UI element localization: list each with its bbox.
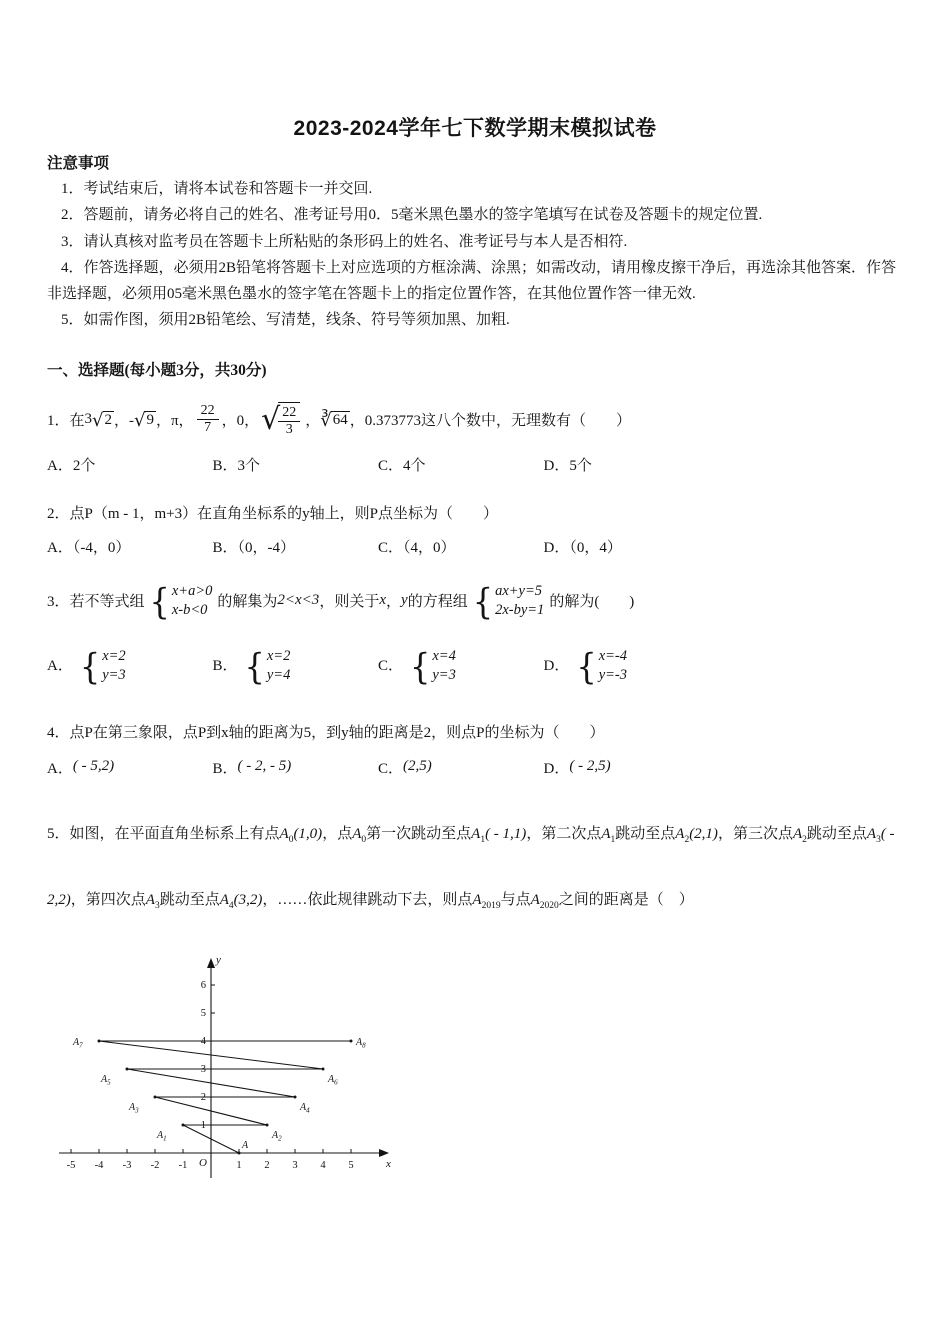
q4-option-b: B．( - 2, - 5) — [212, 758, 292, 778]
question-3-stem — [47, 571, 903, 631]
q1-radicand-2: 9 — [146, 411, 154, 428]
q1-coefficient: 3 — [84, 411, 93, 428]
brace: { — [410, 644, 431, 687]
q2-option-a: A．（-4，0） — [47, 539, 131, 556]
notice-item-2: 2．答题前，请务必将自己的姓名、准考证号用0．5毫米黑色墨水的签字笔填写在试卷及答题卡的规定位置. — [61, 207, 763, 224]
y-axis-arrow-icon — [207, 958, 215, 968]
question-5-stem: 5．如图，在平面直角坐标系上有点$A_0(1,0)$，点$A_0$第一次跳动至点$A_1( - 1,1)$，第二次点$A_1$跳动至点$A_2(2,1)$，第三次点$A_2$跳动至点$A_3( - 2,2)$，第四次点$A_3$跳动至点$A_4(3,2)$，……依此规律跳动下去，则点$A_{2019}$与点$A_{2020}$之间的距离是（ ） — [47, 826, 895, 912]
q1-option-c: C．4个 — [378, 457, 426, 474]
q3-option-d: D． { x=-4 y=-3 — [543, 644, 628, 687]
cube-root-icon: ∛ — [320, 409, 332, 431]
section-header: 一、选择题(每小题3分，共30分) — [47, 361, 267, 379]
y-axis-label: y — [216, 954, 221, 967]
equation-system: { ax+y=5 2x-by=1 — [472, 579, 545, 623]
q3-text: ，则关于 — [319, 594, 380, 611]
q3-text: 的解为( ) — [549, 594, 635, 611]
x-tick-label: -2 — [150, 1160, 160, 1172]
point-label-a3: $A_3$ — [129, 1102, 139, 1115]
notice-item-3: 3．请认真核对监考员在答题卡上所粘贴的条形码上的姓名、准考证号与本人是否相符. — [61, 233, 628, 250]
sqrt-icon: √ — [92, 409, 104, 431]
sqrt-fraction-22-3: √ $\frac{22}{3}$ — [261, 402, 303, 438]
question-4 — [47, 720, 903, 782]
x-tick-label: -5 — [66, 1160, 76, 1172]
q4-option-a: A．( - 5,2) — [47, 758, 115, 778]
notice-header: 注意事项 — [47, 155, 110, 172]
q4-option-c: C．(2,5) — [378, 758, 432, 778]
brace: { — [79, 644, 101, 687]
point-label-a2: $A_2$ — [272, 1130, 282, 1143]
solution-system: { x=2 y=4 — [244, 644, 291, 687]
question-2 — [47, 501, 903, 561]
y-tick-label: 6 — [200, 980, 206, 992]
q1-text: ，- — [114, 413, 134, 430]
fraction-22-7: $\frac{22}{7}$ — [197, 403, 219, 436]
question-3 — [47, 571, 903, 685]
q2-option-d: D．（0，4） — [543, 539, 622, 556]
q3-text: ， — [386, 594, 402, 611]
point-label-a8: $A_8$ — [356, 1037, 366, 1050]
q3-text: 的方程组 — [407, 594, 468, 611]
point-label-a1: $A_1$ — [157, 1130, 167, 1143]
y-tick-label: 4 — [200, 1036, 206, 1048]
q3-option-a: A． { x=2 y=3 — [47, 644, 126, 687]
question-4-options — [47, 756, 903, 782]
solution-system: { x=4 y=3 — [410, 644, 456, 687]
q4-option-d: D．( - 2,5) — [543, 758, 611, 778]
x-tick-label: 3 — [292, 1160, 298, 1172]
brace: { — [244, 644, 265, 687]
point-label-a7: $A_7$ — [73, 1037, 83, 1050]
q3-solution-set: 2<x<3 — [277, 592, 320, 609]
zigzag-path — [99, 1041, 351, 1153]
x-tick-label: 1 — [236, 1160, 242, 1172]
x-tick-label: -1 — [178, 1160, 188, 1172]
q1-option-a: A．2个 — [47, 457, 96, 474]
question-1-options — [47, 453, 903, 479]
q3-option-c: C． { x=4 y=3 — [378, 644, 456, 687]
q2-option-c: C．（4，0） — [378, 539, 456, 556]
q3-var-y: y — [401, 592, 408, 609]
origin-label: O — [199, 1157, 207, 1170]
q1-radicand-3: 64 — [332, 411, 348, 428]
x-tick-label: 2 — [264, 1160, 270, 1172]
y-tick-label: 5 — [200, 1008, 206, 1020]
q2-option-b: B．（0，-4） — [212, 539, 296, 556]
y-tick-label: 2 — [200, 1092, 206, 1104]
sqrt-icon: √ — [261, 401, 281, 437]
q1-text: ，0.373773这八个数中，无理数有（ ） — [349, 413, 631, 430]
question-1 — [47, 389, 903, 479]
question-3-options — [47, 644, 903, 687]
question-2-options — [47, 535, 903, 561]
point-label-a0: A — [242, 1140, 249, 1152]
y-tick-label: 3 — [200, 1064, 206, 1076]
sqrt-icon: √ — [134, 409, 146, 431]
notice-section — [47, 151, 903, 334]
x-tick-label: 4 — [320, 1160, 326, 1172]
q1-text: ，π， — [155, 413, 194, 430]
q3-text: 3．若不等式组 — [47, 594, 145, 611]
brace: { — [149, 579, 170, 623]
x-tick-label: 5 — [348, 1160, 354, 1172]
solution-system: { x=2 y=3 — [79, 644, 126, 687]
brace: { — [472, 579, 494, 623]
point-label-a5: $A_5$ — [101, 1074, 111, 1087]
x-tick-label: -3 — [122, 1160, 132, 1172]
inequality-system: { x+a>0 x-b<0 — [149, 579, 213, 623]
q3-var-x: x — [379, 592, 386, 609]
solution-system: { x=-4 y=-3 — [576, 644, 628, 687]
question-4-stem: 4．点P在第三象限，点P到x轴的距离为5，到y轴的距离是2，则点P的坐标为（ ） — [47, 725, 605, 742]
q1-text: ，0， — [221, 413, 260, 430]
graph-svg — [51, 950, 396, 1195]
point-label-a4: $A_4$ — [300, 1102, 310, 1115]
x-axis-arrow-icon — [379, 1149, 389, 1157]
q1-option-b: B．3个 — [212, 457, 261, 474]
question-2-stem: 2．点P（m - 1，m+3）在直角坐标系的y轴上，则P点坐标为（ ） — [47, 505, 498, 522]
q3-text: 的解集为 — [217, 594, 278, 611]
notice-item-5: 5．如需作图，须用2B铅笔绘、写清楚，线条、符号等须加黑、加粗. — [61, 312, 510, 329]
x-axis-label: x — [386, 1158, 391, 1171]
notice-item-4: 4．作答选择题，必须用2B铅笔将答题卡上对应选项的方框涂满、涂黑；如需改动，请用橡皮擦干净后，再选涂其他答案．作答非选择题，必须用05毫米黑色墨水的签字笔在答题卡上的指定位置作答，在其他位置作答一律无效. — [47, 259, 897, 303]
coordinate-graph — [51, 950, 903, 1195]
q1-radicand-1: 2 — [104, 411, 112, 428]
question-1-stem — [47, 389, 903, 451]
notice-item-1: 1．考试结束后，请将本试卷和答题卡一并交回. — [61, 181, 373, 197]
q1-text: 1．在 — [47, 413, 85, 430]
brace: { — [576, 644, 597, 687]
q1-text: ， — [305, 413, 321, 430]
page-title: 2023-2024学年七下数学期末模拟试卷 — [293, 117, 657, 140]
x-tick-label: -4 — [94, 1160, 104, 1172]
point-label-a6: $A_6$ — [328, 1074, 338, 1087]
y-tick-label: 1 — [200, 1120, 206, 1132]
q1-option-d: D．5个 — [543, 457, 592, 474]
q3-option-b: B． { x=2 y=4 — [212, 644, 291, 687]
